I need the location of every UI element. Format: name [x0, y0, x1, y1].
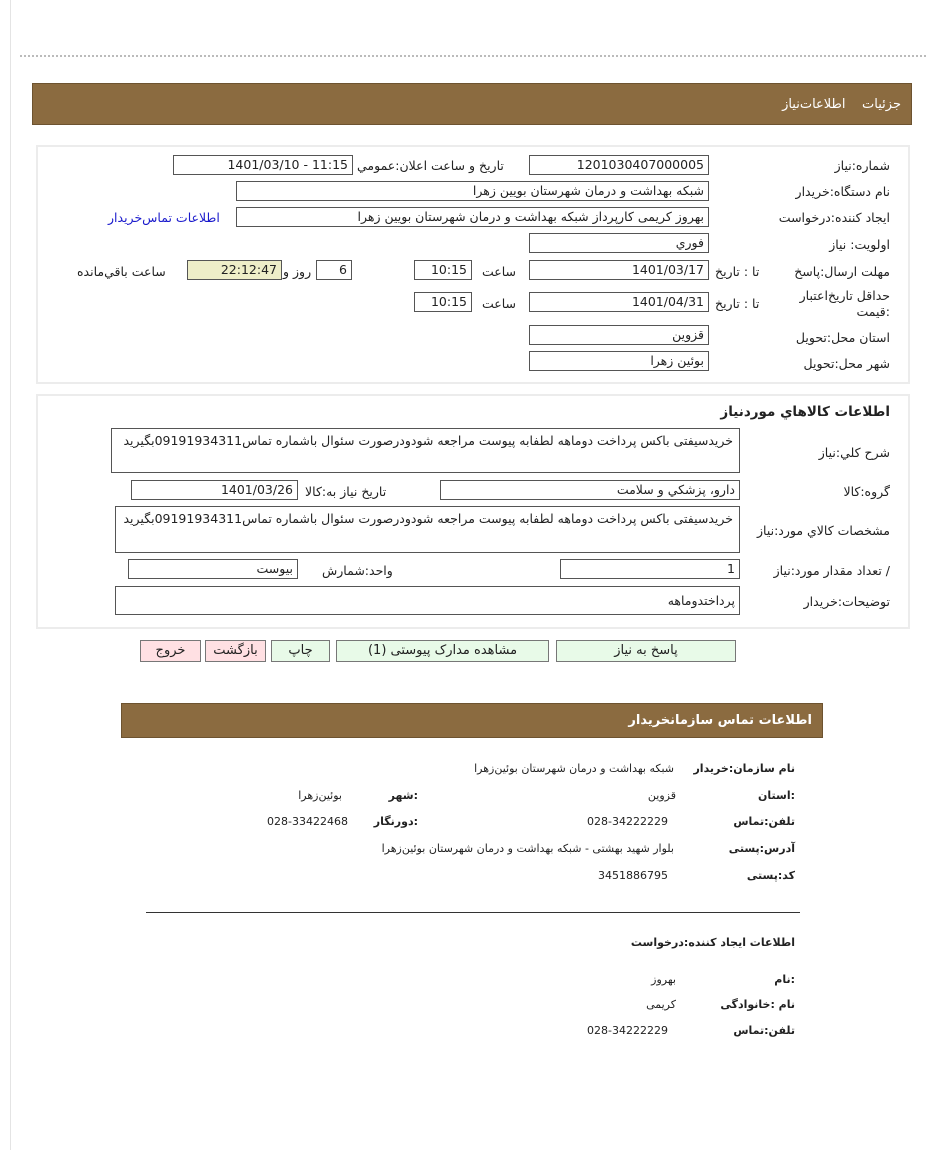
desc-label: شرح كلي:نياز — [818, 445, 890, 460]
view-attachments-button[interactable]: مشاهده مدارک پیوستی (1) — [336, 640, 549, 662]
tab-details[interactable]: جزئیات — [862, 97, 901, 112]
need-number-label: شماره:نیاز — [834, 158, 890, 173]
buyer-contact-link[interactable]: اطلاعات تماس‌خریدار — [108, 210, 220, 225]
city-value: بوئین‌زهرا — [298, 789, 342, 802]
city-label: شهر محل:تحويل — [803, 356, 890, 371]
contact-header: اطلاعات تماس سازمانخریدار — [121, 703, 823, 738]
creator-name-value: بهروز — [651, 973, 676, 986]
deadline-date-field: 1401/03/17 — [529, 260, 709, 280]
page-border — [10, 0, 11, 1150]
priority-field: فوري — [529, 233, 709, 253]
qty-field: 1 — [560, 559, 740, 579]
fax-value: 028-33422468 — [267, 815, 348, 828]
need-number-field: 1201030407000005 — [529, 155, 709, 175]
to-date-label: تا : تاريخ — [715, 264, 760, 279]
spec-field: خریدسیفتی باکس پرداخت دوماهه لطفابه پیوست مراجعه شودودرصورت سئوال باشماره تماس09191934311بگیرید — [115, 506, 740, 553]
exit-button[interactable]: خروج — [140, 640, 201, 662]
province-value: قزوین — [647, 789, 676, 802]
validity-time-field: 10:15 — [414, 292, 472, 312]
org-label: نام سازمان:خریدار — [693, 762, 795, 775]
remaining-time-field: 22:12:47 — [187, 260, 282, 280]
unit-field: بیوست — [128, 559, 298, 579]
province-label: استان محل:تحويل — [795, 330, 890, 345]
creator-label: ایجاد کننده:درخواست — [778, 210, 890, 225]
creator-phone-label: تلفن:تماس — [733, 1024, 795, 1037]
deadline-time-field: 10:15 — [414, 260, 472, 280]
to-date-label-2: تا : تاريخ — [715, 296, 760, 311]
print-button[interactable]: چاپ — [271, 640, 330, 662]
header-bar — [32, 83, 912, 125]
days-field: 6 — [316, 260, 352, 280]
city-label: :شهر — [388, 789, 418, 802]
spec-label: مشخصات كالاي مورد:نياز — [756, 523, 890, 538]
desc-field: خریدسیفتی باکس پرداخت دوماهه لطفابه پیوست مراجعه شودودرصورت سئوال باشماره تماس09191934311بگیرید — [111, 428, 740, 473]
postal-label: کد:پستی — [746, 869, 795, 882]
address-value: بلوار شهید بهشتی - شبکه بهداشت و درمان شهرستان بوئین‌زهرا — [381, 842, 674, 855]
postal-value: 3451886795 — [598, 869, 668, 882]
validity-date-field: 1401/04/31 — [529, 292, 709, 312]
time-label-2: ساعت — [482, 296, 517, 311]
deadline-label: مهلت ارسال:پاسخ — [794, 264, 890, 279]
back-button[interactable]: بازگشت — [205, 640, 266, 662]
reply-button[interactable]: پاسخ به نیاز — [556, 640, 736, 662]
creator-family-label: نام :خانوادگی — [720, 998, 795, 1011]
creator-phone-value: 028-34222229 — [587, 1024, 668, 1037]
need-date-field: 1401/03/26 — [131, 480, 298, 500]
days-label: روز و — [283, 264, 312, 279]
creator-info-title: اطلاعات ایجاد کننده:درخواست — [630, 936, 795, 949]
phone-label: تلفن:تماس — [733, 815, 795, 828]
announce-label: تاريخ و ساعت اعلان:عمومي — [357, 158, 504, 173]
group-field: دارو، پزشكي و سلامت — [440, 480, 740, 500]
buyer-org-label: نام دستگاه:خريدار — [795, 184, 890, 199]
fax-label: :دورنگار — [373, 815, 418, 828]
unit-label: واحد:شمارش — [322, 563, 393, 578]
province-label: :استان — [758, 789, 795, 802]
buyer-notes-label: توضيحات:خريدار — [803, 594, 890, 609]
qty-label: / تعداد مقدار مورد:نياز — [773, 563, 890, 578]
time-label: ساعت — [482, 264, 517, 279]
separator — [146, 912, 800, 913]
tab-need-info[interactable]: اطلاعات‌نیاز — [782, 97, 846, 112]
creator-family-value: کریمی — [646, 998, 676, 1011]
need-date-label: تاريخ نياز به:كالا — [305, 484, 387, 499]
org-value: شبکه بهداشت و درمان شهرستان بوئین‌زهرا — [474, 762, 674, 775]
priority-label: اولويت: نياز — [829, 237, 890, 252]
validity-label: حداقل تاريخ‌اعتبار :قيمت — [799, 288, 890, 319]
group-label: گروه:كالا — [843, 484, 890, 499]
creator-field: بهروز کریمی کارپرداز شبکه بهداشت و درمان شهرستان بویین زهرا — [236, 207, 709, 227]
address-label: آدرس:پستی — [728, 842, 795, 855]
goods-title: اطلاعات كالاهاي موردنياز — [720, 404, 890, 420]
remaining-label: ساعت باقي‌مانده — [77, 264, 166, 279]
buyer-org-field: شبکه بهداشت و درمان شهرستان بویین زهرا — [236, 181, 709, 201]
buyer-notes-field: پرداختدوماهه — [115, 586, 740, 615]
announce-field: 1401/03/10 - 11:15 — [173, 155, 353, 175]
creator-name-label: :نام — [774, 973, 795, 986]
phone-value: 028-34222229 — [587, 815, 668, 828]
city-field: بوئین زهرا — [529, 351, 709, 371]
divider — [20, 55, 926, 57]
province-field: قزوین — [529, 325, 709, 345]
